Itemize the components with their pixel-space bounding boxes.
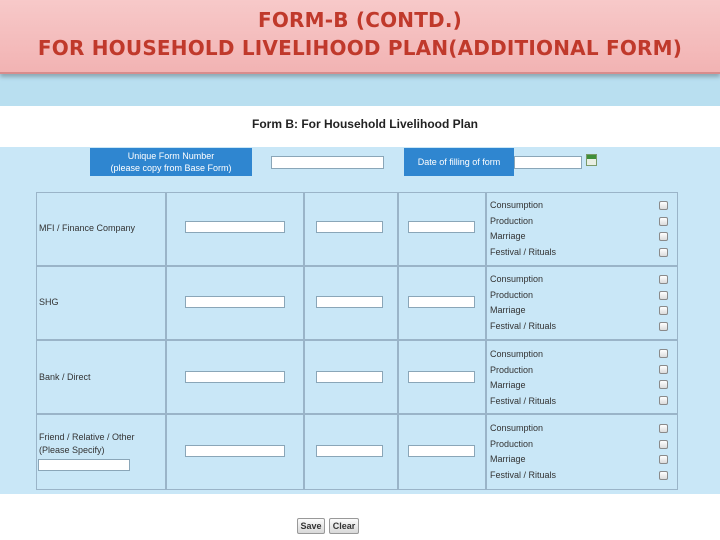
purpose-label: Consumption [490, 423, 544, 433]
purpose-checkbox[interactable] [659, 275, 668, 284]
purpose-checkbox[interactable] [659, 201, 668, 210]
title-banner [0, 0, 720, 74]
amount-input[interactable] [185, 221, 285, 233]
purpose-checkbox[interactable] [659, 440, 668, 449]
purpose-label: Production [490, 438, 534, 449]
purpose-label: Festival / Rituals [490, 395, 557, 406]
purpose-checkbox[interactable] [659, 471, 668, 480]
purpose-checkbox[interactable] [659, 322, 668, 331]
duration-input[interactable] [408, 445, 475, 457]
duration-input[interactable] [408, 371, 475, 383]
purpose-checkbox[interactable] [659, 365, 668, 374]
purpose-checkbox[interactable] [659, 396, 668, 405]
purpose-checkbox[interactable] [659, 232, 668, 241]
purpose-checkbox[interactable] [659, 455, 668, 464]
interest-input[interactable] [316, 221, 383, 233]
purpose-label: Production [490, 289, 534, 300]
purpose-label: Festival / Rituals [490, 246, 557, 257]
purpose-checkbox[interactable] [659, 291, 668, 300]
purpose-label: Festival / Rituals [490, 469, 557, 480]
duration-input[interactable] [408, 296, 475, 308]
purpose-label: Marriage [490, 454, 526, 464]
slide-title: FORM-B (CONTD.) [257, 8, 462, 32]
row-label: MFI / Finance Company [39, 223, 136, 233]
save-button[interactable]: Save [297, 518, 325, 534]
amount-input[interactable] [185, 296, 285, 308]
purpose-label: Festival / Rituals [490, 320, 557, 331]
purpose-checkbox[interactable] [659, 349, 668, 358]
purpose-label: Production [490, 364, 534, 375]
calendar-icon[interactable] [586, 154, 597, 166]
purpose-checkbox[interactable] [659, 248, 668, 257]
row-label: SHG [39, 297, 59, 307]
purpose-label: Consumption [490, 274, 544, 284]
header-strip [0, 74, 720, 106]
purpose-label: Consumption [490, 200, 544, 210]
interest-input[interactable] [316, 296, 383, 308]
form-heading: Form B: For Household Livelihood Plan [251, 117, 478, 131]
purpose-label: Marriage [490, 231, 526, 241]
unique-form-number-label-line2: (please copy from Base Form) [110, 163, 232, 173]
purpose-checkbox[interactable] [659, 424, 668, 433]
other-specify-input[interactable] [38, 459, 130, 471]
row-label: Bank / Direct [39, 372, 91, 382]
row-label: Friend / Relative / Other (Please Specify) [39, 432, 135, 455]
duration-input[interactable] [408, 221, 475, 233]
unique-form-number-input[interactable] [271, 156, 384, 169]
interest-input[interactable] [316, 445, 383, 457]
amount-input[interactable] [185, 445, 285, 457]
purpose-label: Production [490, 215, 534, 226]
purpose-label: Marriage [490, 305, 526, 315]
slide-subtitle: FOR HOUSEHOLD LIVELIHOOD PLAN(ADDITIONAL FORM) [37, 36, 683, 60]
amount-input[interactable] [185, 371, 285, 383]
date-of-filling-label: Date of filling of form [404, 148, 514, 176]
purpose-checkbox[interactable] [659, 380, 668, 389]
purpose-checkbox[interactable] [659, 217, 668, 226]
clear-button[interactable]: Clear [329, 518, 359, 534]
unique-form-number-label-line1: Unique Form Number [127, 151, 215, 161]
purpose-label: Consumption [490, 349, 544, 359]
unique-form-number-label [90, 148, 252, 176]
date-of-filling-input[interactable] [514, 156, 582, 169]
purpose-label: Marriage [490, 380, 526, 390]
interest-input[interactable] [316, 371, 383, 383]
purpose-checkbox[interactable] [659, 306, 668, 315]
